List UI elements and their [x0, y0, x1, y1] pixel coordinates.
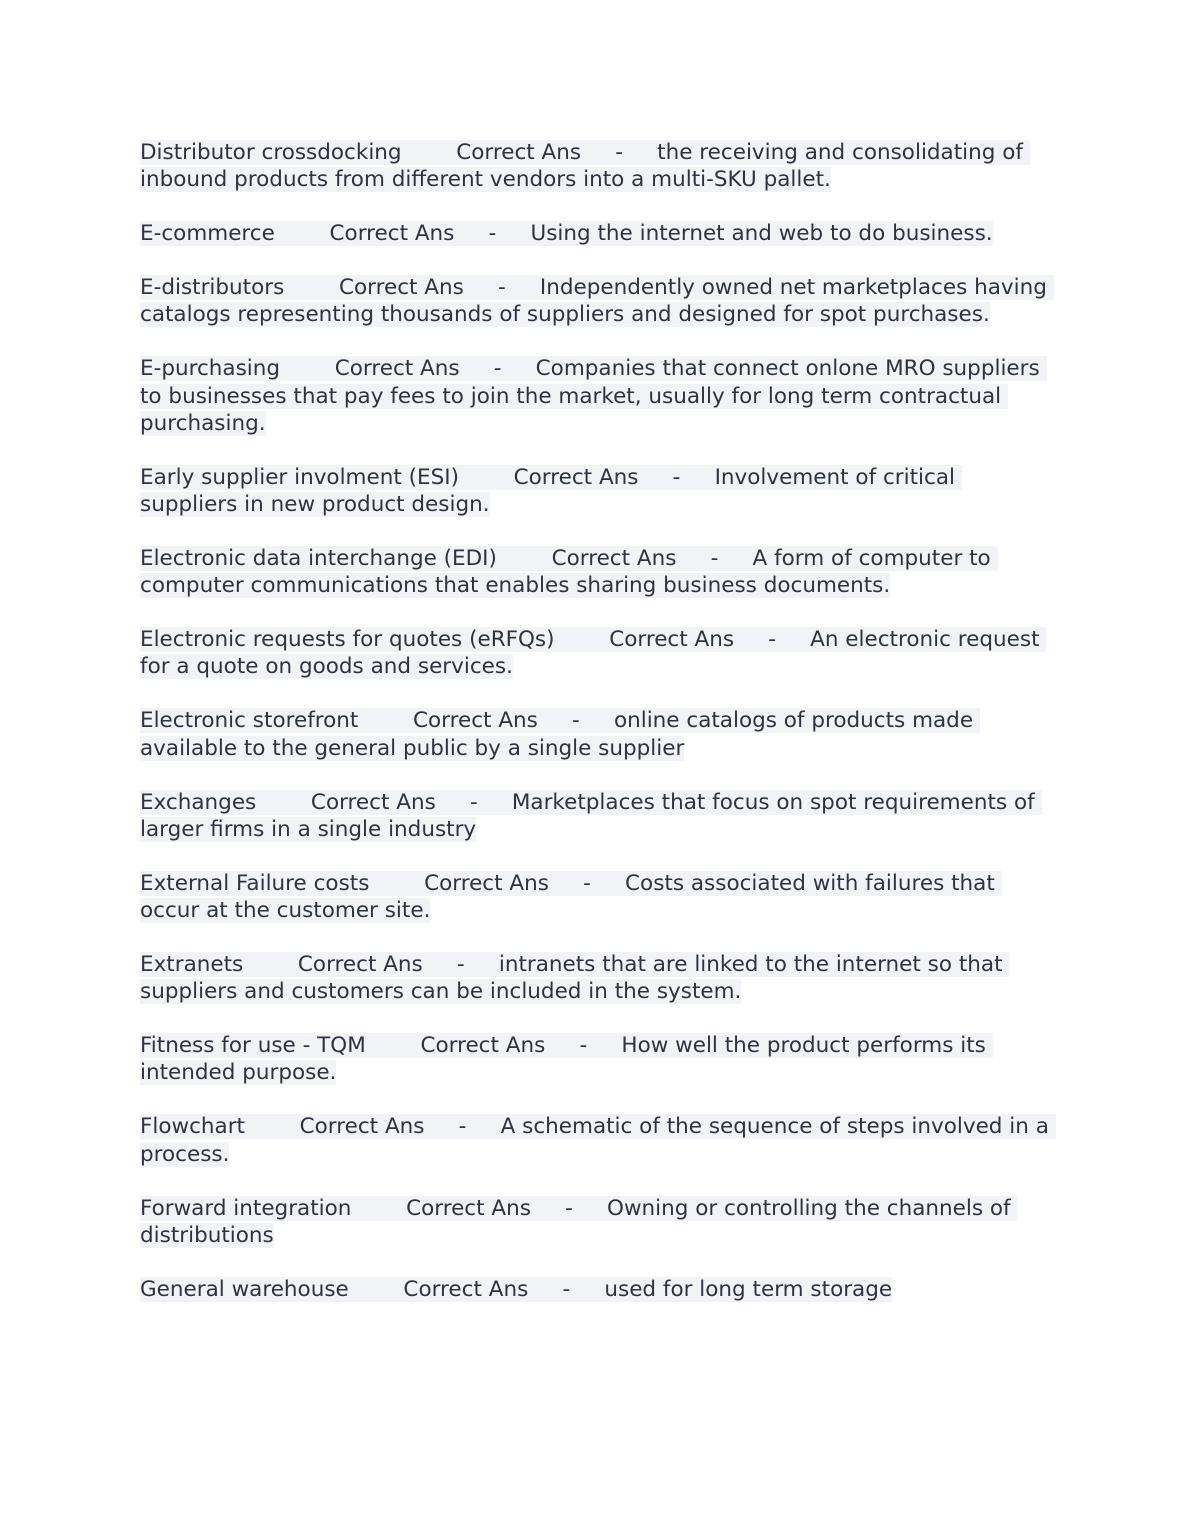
- entry-early-supplier-involment: [140, 464, 1052, 518]
- entry-text: General warehouse Correct Ans - used for long term storage: [140, 1276, 893, 1302]
- document-page: [140, 139, 1056, 1330]
- entry-fitness-for-use: [140, 1032, 1052, 1086]
- entry-text: Early supplier involment (ESI) Correct Ans - Involvement of critical suppliers in new product design.: [140, 464, 962, 518]
- entry-external-failure-costs: [140, 870, 1052, 924]
- entry-text: Fitness for use - TQM Correct Ans - How well the product performs its intended purpose.: [140, 1033, 993, 1086]
- entry-forward-integration: [140, 1195, 1052, 1249]
- entry-text: Electronic storefront Correct Ans - online catalogs of products made available to the general public by a single supplier: [140, 708, 980, 761]
- entry-e-distributors: [140, 274, 1052, 328]
- entry-electronic-data-interchange: [140, 545, 1052, 599]
- entry-text: External Failure costs Correct Ans - Costs associated with failures that occur at the customer site.: [140, 870, 1002, 924]
- entry-text: Electronic data interchange (EDI) Correct Ans - A form of computer to computer communications that enables sharing business documents.: [140, 546, 998, 599]
- entry-exchanges: [140, 789, 1052, 843]
- entry-text: E-purchasing Correct Ans - Companies that connect onlone MRO suppliers to businesses that pay fees to join the market, usually for long term contractual purchasing.: [140, 356, 1047, 436]
- entry-text: Exchanges Correct Ans - Marketplaces that focus on spot requirements of larger firms in a single industry: [140, 789, 1042, 842]
- entry-e-commerce: [140, 220, 1052, 247]
- entry-text: E-distributors Correct Ans - Independently owned net marketplaces having catalogs representing thousands of suppliers and designed for spot purchases.: [140, 275, 1054, 328]
- entry-text: E-commerce Correct Ans - Using the internet and web to do business.: [140, 221, 993, 247]
- entry-text: Extranets Correct Ans - intranets that are linked to the internet so that suppliers and customers can be included in the system.: [140, 952, 1010, 1005]
- entry-text: Flowchart Correct Ans - A schematic of the sequence of steps involved in a process.: [140, 1114, 1056, 1167]
- entry-general-warehouse: [140, 1276, 1052, 1303]
- entry-electronic-storefront: [140, 707, 1052, 761]
- entry-text: Electronic requests for quotes (eRFQs) Correct Ans - An electronic request for a quote on goods and services.: [140, 627, 1047, 680]
- entry-text: Forward integration Correct Ans - Owning or controlling the channels of distributions: [140, 1195, 1018, 1248]
- entry-flowchart: [140, 1113, 1056, 1167]
- entry-electronic-requests-for-quotes: [140, 626, 1052, 680]
- entry-distributor-crossdocking: [140, 139, 1052, 193]
- entry-extranets: [140, 951, 1052, 1005]
- entry-e-purchasing: [140, 355, 1052, 437]
- entry-text: Distributor crossdocking Correct Ans - the receiving and consolidating of inbound products from different vendors into a multi-SKU pallet.: [140, 140, 1030, 193]
